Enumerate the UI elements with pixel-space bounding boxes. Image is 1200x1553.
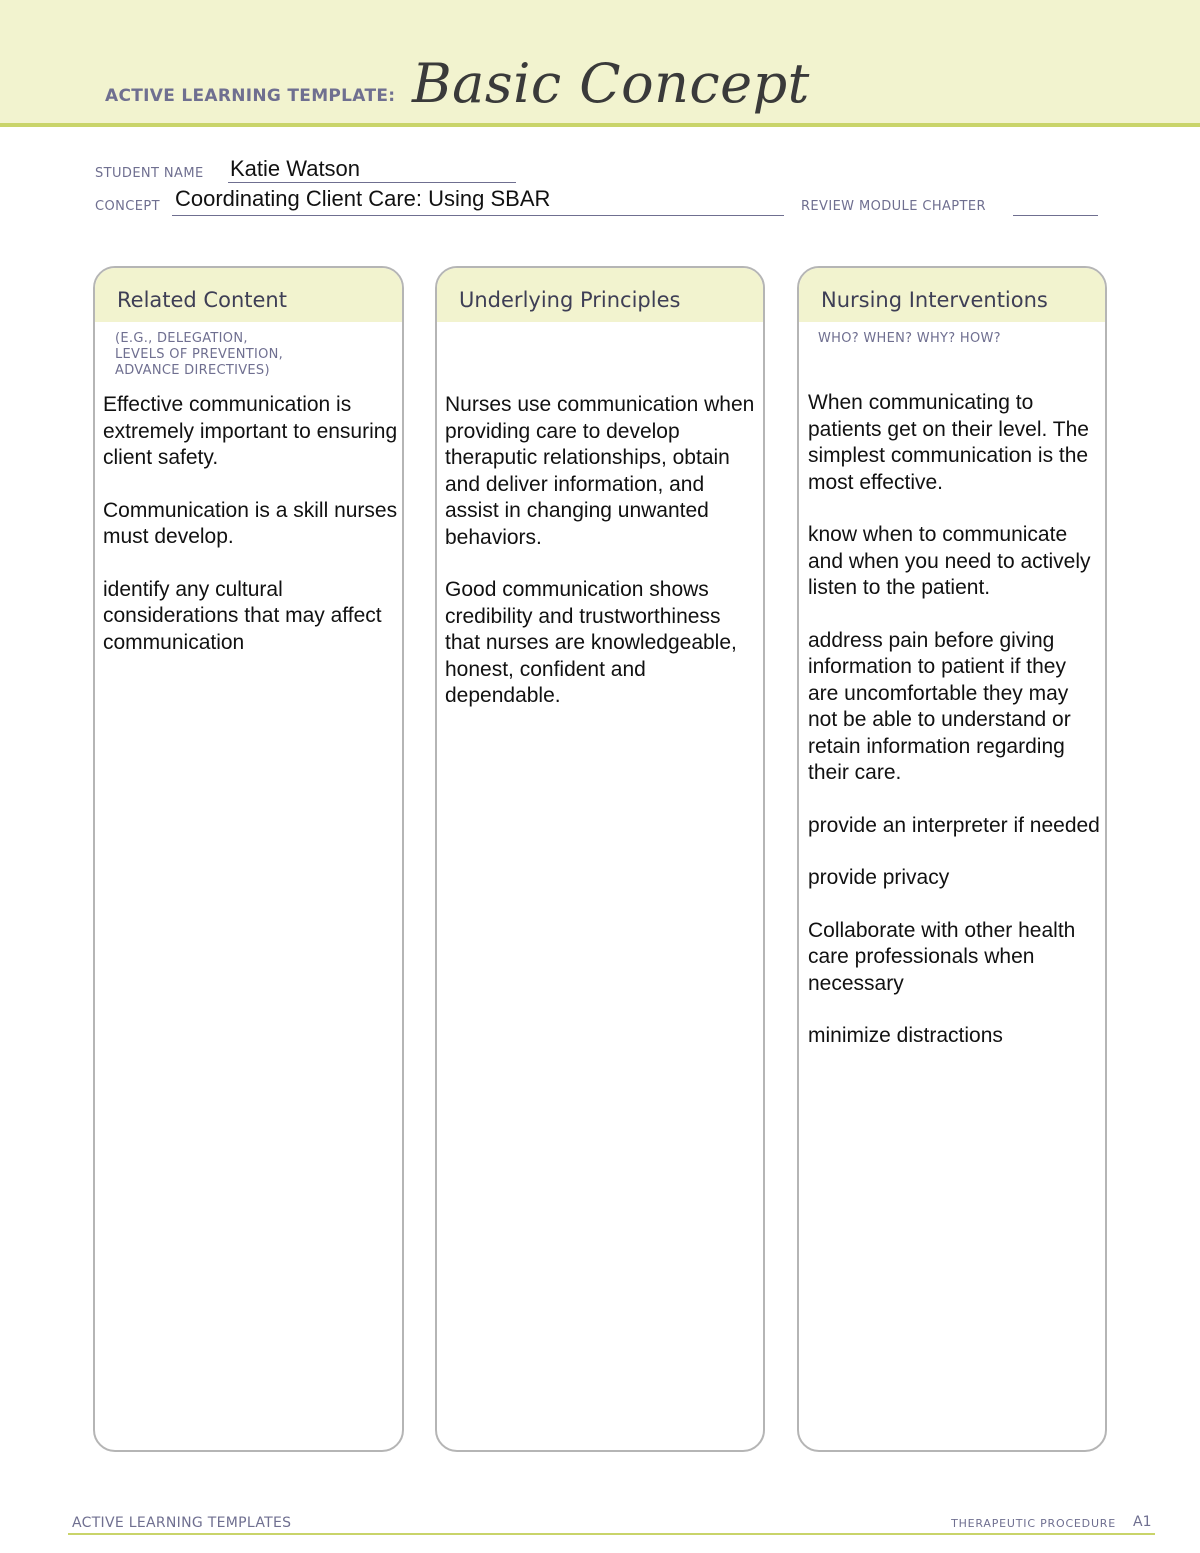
panel-title: Related Content — [117, 288, 287, 312]
panel-body[interactable] — [103, 392, 399, 682]
panel-hint: (E.G., DELEGATION, LEVELS OF PREVENTION, ADVANCE DIRECTIVES) — [115, 331, 284, 378]
paragraph: identify any cultural considerations that may affect communication — [103, 577, 382, 654]
header-rule — [0, 123, 1200, 127]
footer-rule — [68, 1533, 1155, 1535]
footer-code: A1 — [1133, 1514, 1152, 1530]
panel-underlying-principles — [435, 266, 765, 1452]
panel-header — [799, 268, 1105, 322]
template-label: ACTIVE LEARNING TEMPLATE: — [105, 86, 396, 106]
panel-header — [95, 268, 402, 322]
paragraph: When communicating to patients get on their level. The simplest communication is the most effective. — [808, 391, 1089, 494]
review-module-line — [1013, 215, 1098, 216]
template-title: Basic Concept — [412, 52, 810, 115]
concept-line — [172, 215, 784, 216]
student-name-line — [228, 182, 516, 183]
panel-hint: WHO? WHEN? WHY? HOW? — [818, 331, 1001, 346]
footer-series-label: ACTIVE LEARNING TEMPLATES — [72, 1515, 292, 1531]
paragraph: Effective communication is extremely important to ensuring client safety. — [103, 393, 398, 469]
panel-title: Underlying Principles — [459, 288, 681, 312]
panel-body[interactable] — [445, 392, 757, 736]
paragraph: Nurses use communication when providing care to develop theraputic relationships, obtain and deliver information, and assist in changing unwanted behaviors. — [445, 393, 755, 549]
concept-label: CONCEPT — [95, 199, 160, 214]
student-name-label: STUDENT NAME — [95, 166, 204, 181]
panel-body[interactable] — [808, 390, 1100, 1076]
paragraph: Collaborate with other health care professionals when necessary — [808, 918, 1076, 995]
panel-related-content — [93, 266, 404, 1452]
concept-field[interactable]: Coordinating Client Care: Using SBAR — [175, 186, 551, 211]
paragraph: Communication is a skill nurses must develop. — [103, 498, 398, 548]
paragraph: Good communication shows credibility and trustworthiness that nurses are knowledgeable, honest, confident and dependable. — [445, 578, 737, 707]
paragraph: minimize distractions — [808, 1024, 1003, 1047]
paragraph: provide an interpreter if needed — [808, 813, 1100, 837]
student-name-field[interactable]: Katie Watson — [230, 156, 361, 181]
paragraph: provide privacy — [808, 866, 950, 889]
panel-header — [437, 268, 763, 322]
review-module-label: REVIEW MODULE CHAPTER — [801, 199, 986, 214]
footer-category-label: THERAPEUTIC PROCEDURE — [951, 1517, 1116, 1530]
panel-nursing-interventions — [797, 266, 1107, 1452]
paragraph: address pain before giving information to patient if they are uncomfortable they may not be able to understand or retain information regarding their care. — [808, 628, 1071, 784]
paragraph: know when to communicate and when you need to actively listen to the patient. — [808, 523, 1091, 599]
panel-title: Nursing Interventions — [821, 288, 1048, 312]
